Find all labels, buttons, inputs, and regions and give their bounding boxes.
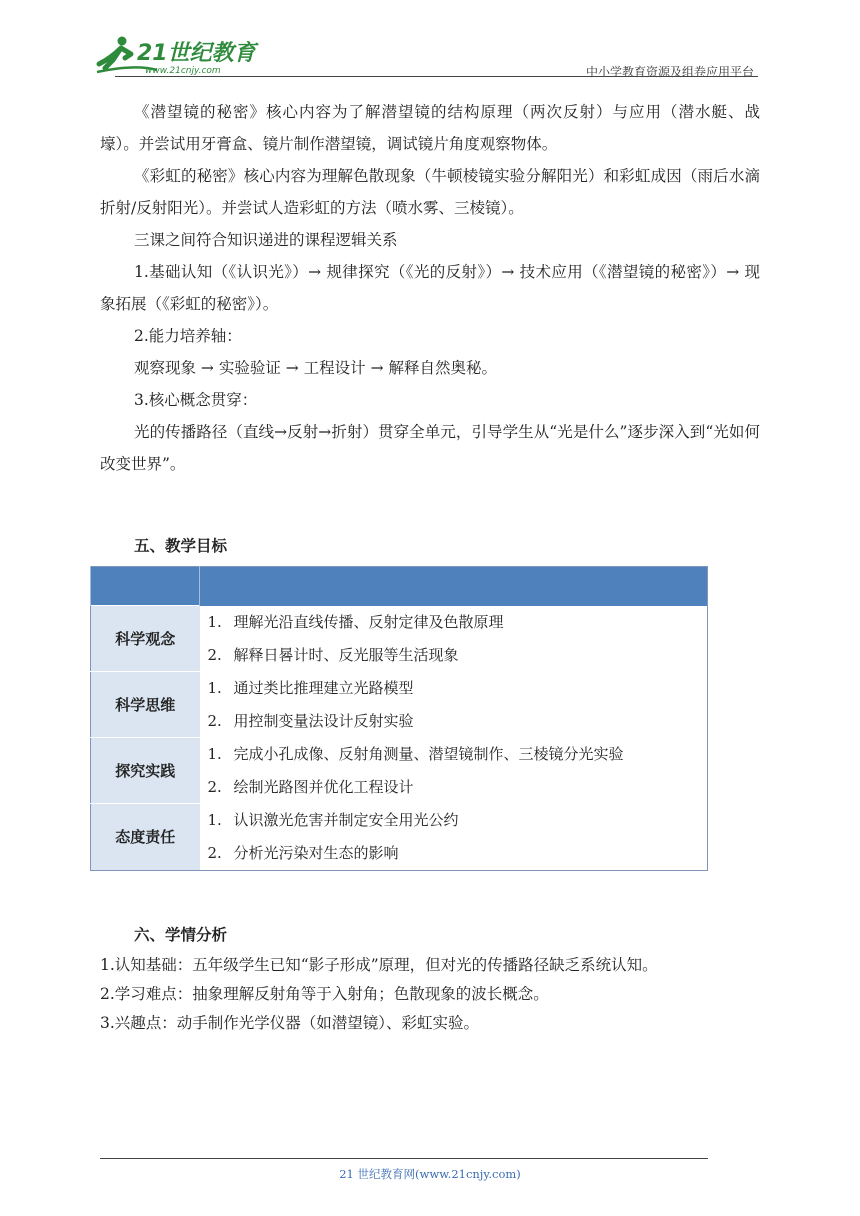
goal-item (200, 804, 708, 837)
goal-item (200, 672, 708, 705)
intro-paragraph: 《彩虹的秘密》核心内容为理解色散现象（牛顿棱镜实验分解阳光）和彩虹成因（雨后水滴折射/反射阳光）。并尝试人造彩虹的方法（喷水雾、三棱镜）。 (100, 167, 760, 217)
goals-table (90, 566, 708, 871)
table-row (91, 606, 708, 639)
logo (95, 34, 265, 76)
goal-item (200, 705, 708, 738)
goal-item (200, 837, 708, 871)
goal-item-number: 2. (207, 843, 222, 862)
analysis-heading: 六、学情分析 (134, 925, 228, 944)
goal-category: 科学思维 (91, 672, 200, 738)
goal-item-number: 1. (207, 678, 222, 697)
goal-item-number: 1. (207, 810, 222, 829)
goal-item-text: 通过类比推理建立光路模型 (233, 678, 414, 697)
header-divider (115, 76, 758, 77)
goal-item-number: 1. (207, 744, 222, 763)
intro-paragraph: 观察现象 → 实验验证 → 工程设计 → 解释自然奥秘。 (134, 359, 498, 377)
goal-item-text: 认识激光危害并制定安全用光公约 (233, 810, 459, 829)
goal-category: 探究实践 (91, 738, 200, 804)
goal-item-number: 2. (207, 711, 222, 730)
intro-paragraph: 《潜望镜的秘密》核心内容为了解潜望镜的结构原理（两次反射）与应用（潜水艇、战壕）。并尝试用牙膏盒、镜片制作潜望镜，调试镜片角度观察物体。 (100, 103, 760, 153)
logo-text: 21世纪教育 (137, 41, 256, 66)
goal-item (200, 639, 708, 672)
goal-item (200, 606, 708, 639)
intro-paragraph: 2.能力培养轴： (134, 327, 242, 345)
analysis-paragraph: 1.认知基础：五年级学生已知“影子形成”原理，但对光的传播路径缺乏系统认知。 (100, 955, 658, 974)
goal-item (200, 738, 708, 771)
table-header-row (91, 567, 708, 606)
goal-item-text: 分析光污染对生态的影响 (233, 843, 399, 862)
goal-item-number: 2. (207, 777, 222, 796)
analysis-paragraph: 3.兴趣点：动手制作光学仪器（如潜望镜）、彩虹实验。 (100, 1013, 480, 1032)
goal-category: 态度责任 (91, 804, 200, 871)
goal-item (200, 771, 708, 804)
goal-item-text: 完成小孔成像、反射角测量、潜望镜制作、三棱镜分光实验 (233, 744, 624, 763)
analysis-paragraph: 2.学习难点：抽象理解反射角等于入射角；色散现象的波长概念。 (100, 984, 549, 1003)
intro-paragraph: 1.基础认知（《认识光》）→ 规律探究（《光的反射》）→ 技术应用（《潜望镜的秘密》）→ 现象拓展（《彩虹的秘密》）。 (100, 263, 760, 313)
footer-divider (100, 1158, 708, 1159)
logo-url: www.21cnjy.com (145, 66, 221, 76)
goal-item-text: 解释日晷计时、反光服等生活现象 (233, 645, 459, 664)
goal-item-text: 用控制变量法设计反射实验 (233, 711, 414, 730)
goal-item-text: 理解光沿直线传播、反射定律及色散原理 (233, 612, 504, 631)
goal-item-text: 绘制光路图并优化工程设计 (233, 777, 414, 796)
goal-item-number: 2. (207, 645, 222, 664)
intro-paragraph: 光的传播路径（直线→反射→折射）贯穿全单元，引导学生从“光是什么”逐步深入到“光如何改变世界”。 (100, 423, 760, 473)
table-row (91, 804, 708, 837)
goal-item-number: 1. (207, 612, 222, 631)
analysis-section (100, 923, 760, 1038)
table-row (91, 672, 708, 705)
goals-heading: 五、教学目标 (134, 537, 228, 555)
intro-paragraph: 三课之间符合知识递进的课程逻辑关系 (134, 231, 398, 249)
footer-text: 21 世纪教育网(www.21cnjy.com) (339, 1167, 521, 1181)
platform-name: 中小学教育资源及组卷应用平台 (585, 65, 754, 79)
table-row (91, 738, 708, 771)
goal-category: 科学观念 (91, 606, 200, 672)
page-header (95, 30, 760, 80)
page-content (100, 96, 760, 1038)
intro-paragraph: 3.核心概念贯穿： (134, 391, 258, 409)
